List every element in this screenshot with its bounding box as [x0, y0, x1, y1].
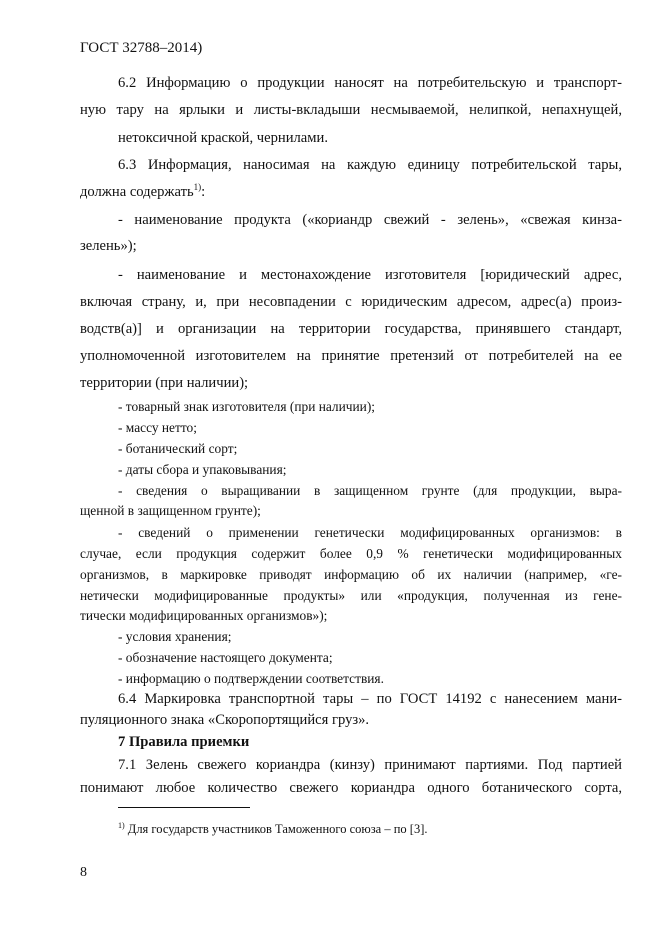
footnote-mark: 1)	[118, 821, 125, 830]
footnote-text: Для государств участников Таможенного союза – по [3].	[124, 822, 428, 836]
text-line: случае, если продукция содержит более 0,9 % генетически модифицированных	[80, 546, 622, 561]
text-line: ную тару на ярлыки и листы-вкладыши несмываемой, нелипкой, непахнущей,	[80, 102, 622, 118]
text-line: щенной в защищенном грунте);	[80, 503, 261, 518]
text-line: пуляционного знака «Скоропортящийся груз».	[80, 712, 370, 728]
colon: :	[201, 184, 206, 200]
text-line: должна содержать	[80, 184, 194, 200]
list-item: - наименование и местонахождение изготовителя [юридический адрес,	[118, 267, 622, 283]
footnote	[118, 822, 428, 837]
text-line: 7.1 Зелень свежего кориандра (кинзу) принимают партиями. Под партией	[118, 757, 622, 773]
list-item: - информацию о подтверждении соответствия.	[118, 671, 384, 686]
text-line: нетически модифицированные продукты» или «продукция, полученная из гене-	[80, 588, 622, 603]
list-item: - даты сбора и упаковывания;	[118, 462, 287, 477]
list-item: - товарный знак изготовителя (при наличии);	[118, 399, 376, 414]
page-number: 8	[80, 865, 87, 880]
text-line: 6.2 Информацию о продукции наносят на потребительскую и транспорт-	[118, 75, 622, 91]
list-item: - массу нетто;	[118, 420, 197, 435]
list-item: - условия хранения;	[118, 629, 232, 644]
text-line: нетоксичной краской, чернилами.	[118, 130, 328, 146]
text-line: включая страну, и, при несовпадении с юридическим адресом, адрес(а) произ-	[80, 294, 622, 310]
section-heading: 7 Правила приемки	[118, 734, 250, 750]
footnote-ref: 1)	[193, 182, 202, 192]
list-item: - обозначение настоящего документа;	[118, 650, 333, 665]
text-line: 6.3 Информация, наносимая на каждую единицу потребительской тары,	[118, 157, 622, 173]
text-line: водств(а)] и организации на территории государства, принявшего стандарт,	[80, 321, 622, 337]
list-item: - сведений о применении генетически модифицированных организмов: в	[118, 525, 622, 540]
text-line: уполномоченной изготовителем на принятие претензий от потребителей на ее	[80, 348, 622, 364]
text-line-with-footnote	[80, 183, 622, 201]
list-item: - ботанический сорт;	[118, 441, 238, 456]
text-line: территории (при наличии);	[80, 375, 249, 391]
list-item: - сведения о выращивании в защищенном грунте (для продукции, выра-	[118, 483, 622, 498]
footnote-divider	[118, 807, 250, 808]
text-line: 6.4 Маркировка транспортной тары – по ГОСТ 14192 с нанесением мани-	[118, 691, 622, 707]
standard-header: ГОСТ 32788–2014)	[80, 40, 203, 56]
list-item: - наименование продукта («кориандр свежий - зелень», «свежая кинза-	[118, 212, 622, 228]
text-line: тически модифицированных организмов»);	[80, 608, 328, 623]
text-line: организмов, в маркировке приводят информацию об их наличии (например, «ге-	[80, 567, 622, 582]
text-line: понимают любое количество свежего кориандра одного ботанического сорта,	[80, 780, 622, 796]
text-line: зелень»);	[80, 238, 137, 254]
